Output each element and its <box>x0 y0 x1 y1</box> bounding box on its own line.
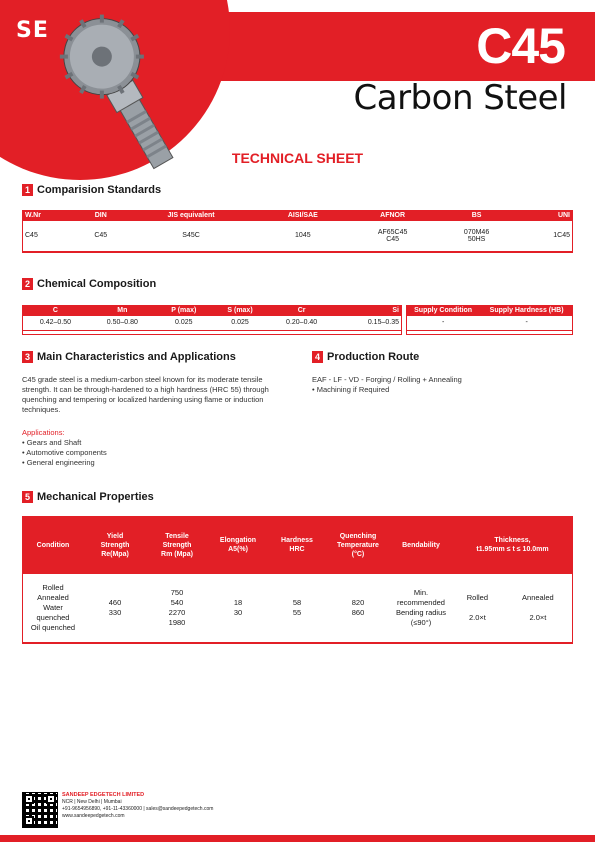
table-cell: - <box>480 316 573 330</box>
table-row <box>406 316 573 330</box>
section-4-heading <box>312 351 419 363</box>
table-cell: 750 540 2270 1980 <box>146 574 208 642</box>
section-2-heading <box>22 278 156 290</box>
section-3-number: 3 <box>22 351 33 363</box>
table-row <box>22 574 573 642</box>
col-header: P (max) <box>156 305 212 316</box>
characteristics-text: C45 grade steel is a medium-carbon steel known for its moderate tensile strength. It can be through-hardened to a high hardness (HRC 55) through quenching and tempering or localized hardening using flame or induction techniques. <box>22 375 269 414</box>
col-header: AISI/SAE <box>258 210 348 221</box>
grade-title: C45 <box>476 18 565 74</box>
col-header: AFNOR <box>348 210 437 221</box>
section-3-heading <box>22 351 236 363</box>
chemical-table <box>22 305 402 331</box>
footer-website[interactable]: www.sandeepedgetech.com <box>62 813 125 819</box>
table-row <box>22 221 573 251</box>
col-header: Si <box>335 305 402 316</box>
qr-code-icon[interactable] <box>22 792 58 828</box>
section-2-number: 2 <box>22 278 33 290</box>
col-header: Mn <box>89 305 156 316</box>
section-4-number: 4 <box>312 351 323 363</box>
section-1-number: 1 <box>22 184 33 196</box>
production-route-line: EAF - LF - VD - Forging / Rolling + Annealing <box>312 375 462 384</box>
section-1-title: Comparision Standards <box>37 184 162 196</box>
col-header: DIN <box>77 210 124 221</box>
table-cell: Rolled Annealed Water quenched Oil quenched <box>22 574 84 642</box>
col-header: UNI <box>516 210 573 221</box>
table-cell: 1C45 <box>516 221 573 251</box>
table-cell: 070M46 50HS <box>437 221 516 251</box>
production-route-block <box>312 375 572 395</box>
list-item: • Automotive components <box>22 448 107 457</box>
section-2-title: Chemical Composition <box>37 278 157 290</box>
table-cell: C45 <box>22 221 77 251</box>
section-5-number: 5 <box>22 491 33 503</box>
table-row <box>22 316 402 330</box>
footer-locations: NCR | New Delhi | Mumbai <box>62 799 122 805</box>
col-header: Thickness, t1.95mm ≤ t ≤ 10.0mm <box>452 516 573 574</box>
col-header: W.Nr <box>22 210 77 221</box>
table-cell: Min. recommended Bending radius (≤90°) <box>390 574 452 642</box>
col-header: Bendability <box>390 516 452 574</box>
col-header: Tensile Strength Rm (Mpa) <box>146 516 208 574</box>
col-header: BS <box>437 210 516 221</box>
footer-company: SANDEEP EDGETECH LIMITED <box>62 792 145 798</box>
table-cell: 0.15–0.35 <box>335 316 402 330</box>
col-header: S (max) <box>212 305 268 316</box>
col-header: Quenching Temperature (°C) <box>326 516 390 574</box>
footer-contact-block <box>62 792 213 820</box>
applications-label: Applications: <box>22 428 65 437</box>
table-cell: 0.42–0.50 <box>22 316 89 330</box>
table-cell: S45C <box>124 221 257 251</box>
footer-contact[interactable]: +91-9654956890, +91-11-43360000 | sales@sandeepedgetech.com <box>62 806 214 812</box>
applications-block <box>22 428 284 468</box>
table-cell: 1045 <box>258 221 348 251</box>
table-cell: AF65C45 C45 <box>348 221 437 251</box>
table-cell: 18 30 <box>208 574 268 642</box>
standards-table <box>22 210 573 252</box>
table-cell: 0.20–0.40 <box>268 316 335 330</box>
table-cell: 58 55 <box>268 574 326 642</box>
table-cell: 820 860 <box>326 574 390 642</box>
section-3-title: Main Characteristics and Applications <box>37 351 236 363</box>
list-item: • General engineering <box>22 458 95 467</box>
table-cell: - <box>406 316 480 330</box>
col-header: C <box>22 305 89 316</box>
table-cell: C45 <box>77 221 124 251</box>
col-header: Elongation A5(%) <box>208 516 268 574</box>
production-route-line: • Machining if Required <box>312 385 390 394</box>
col-header: Yield Strength Re(Mpa) <box>84 516 146 574</box>
table-cell: 0.025 <box>156 316 212 330</box>
table-cell: Annealed 2.0×t <box>503 574 573 642</box>
mechanical-table <box>22 516 573 643</box>
footer-bar <box>0 835 595 842</box>
table-cell: Rolled 2.0×t <box>452 574 503 642</box>
col-header: Supply Hardness (HB) <box>480 305 573 316</box>
material-subtitle: Carbon Steel <box>353 78 567 118</box>
section-5-title: Mechanical Properties <box>37 491 154 503</box>
section-1-heading <box>22 184 161 196</box>
section-5-heading <box>22 491 154 503</box>
col-header: Condition <box>22 516 84 574</box>
company-logo[interactable]: SE <box>16 18 49 43</box>
footer <box>22 792 573 832</box>
section-4-title: Production Route <box>327 351 420 363</box>
table-cell: 0.025 <box>212 316 268 330</box>
col-header: Cr <box>268 305 335 316</box>
list-item: • Gears and Shaft <box>22 438 82 447</box>
col-header: JIS equivalent <box>124 210 257 221</box>
technical-sheet-title: TECHNICAL SHEET <box>231 150 364 166</box>
supply-table <box>406 305 573 331</box>
col-header: Hardness HRC <box>268 516 326 574</box>
table-cell: 0.50–0.80 <box>89 316 156 330</box>
col-header: Supply Condition <box>406 305 480 316</box>
table-cell: 460 330 <box>84 574 146 642</box>
